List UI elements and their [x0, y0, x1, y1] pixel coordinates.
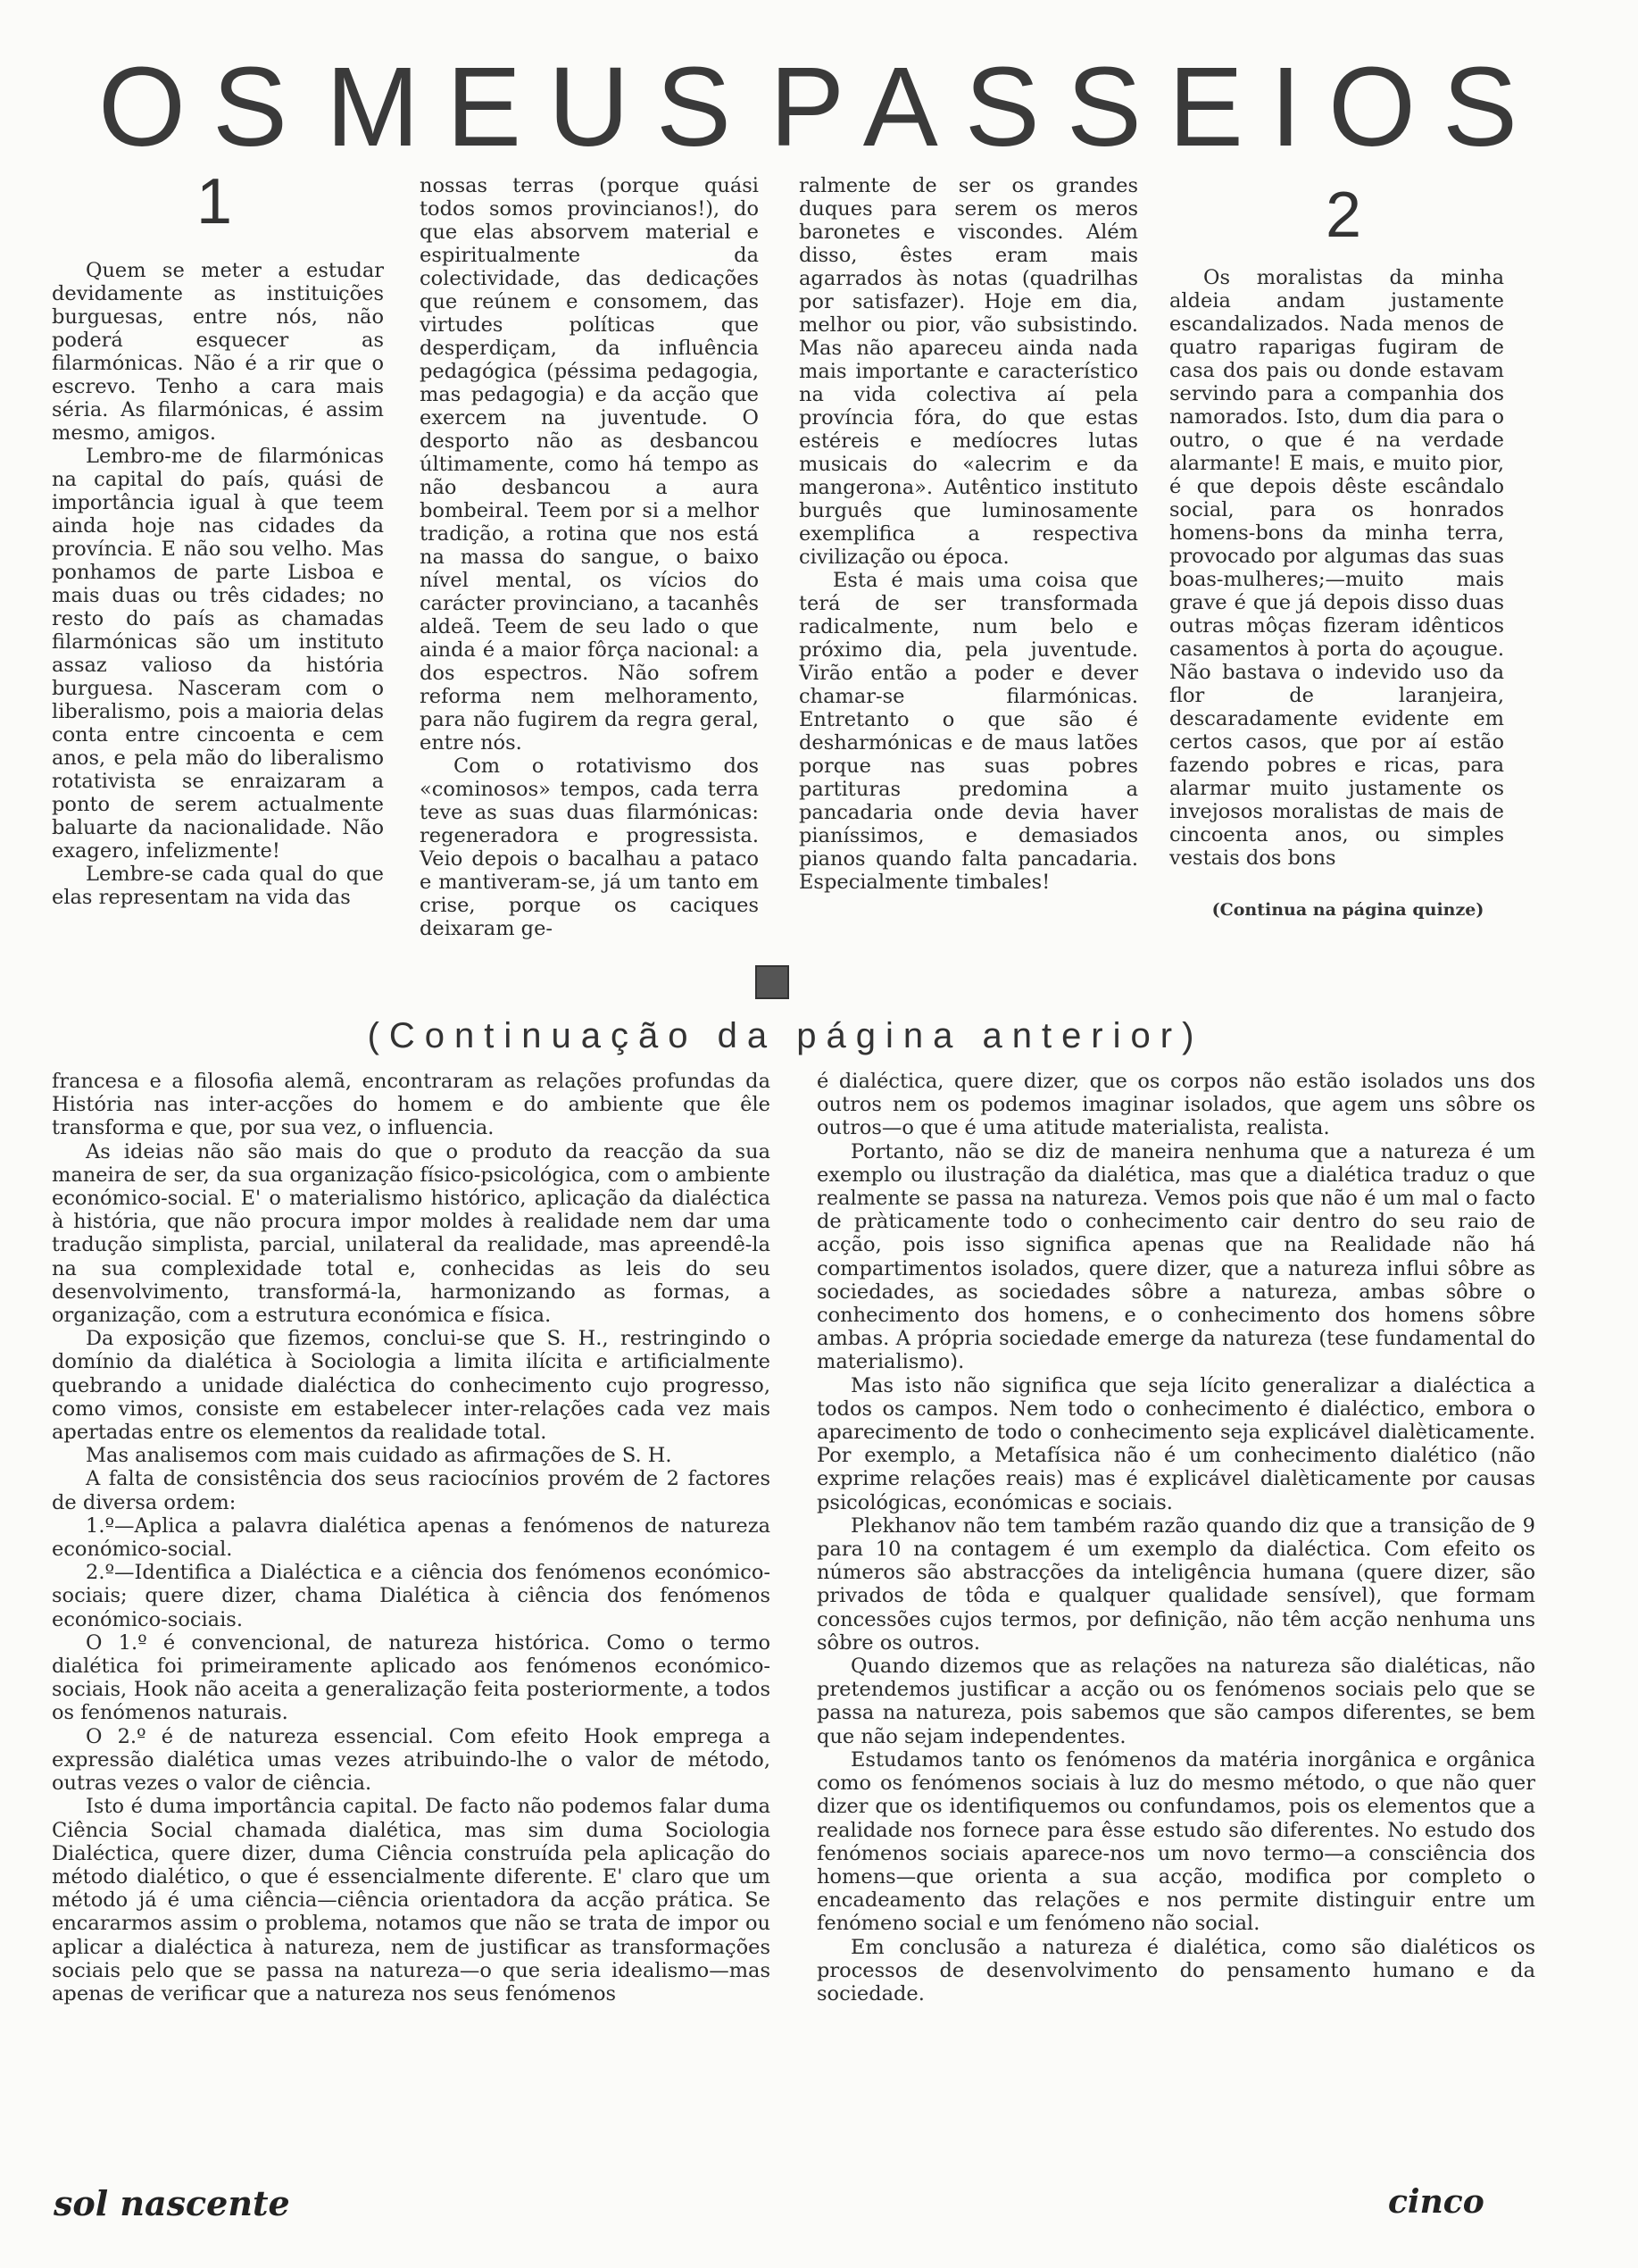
- paragraph: Em conclusão a natureza é dialética, como são dialéticos os processos de desenvolvimento do pensamento humano e da sociedade.: [817, 1935, 1535, 2005]
- continuation-right-column: [817, 1070, 1535, 2005]
- paragraph: Com o rotativismo dos «cominosos» tempos, cada terra teve as suas duas filarmónicas: regeneradora e progressista. Veio depois o bacalhau a pataco e mantiveram-se, já um tanto em crise, porque os caciques deixaram ge-: [420, 755, 759, 940]
- paragraph: Quando dizemos que as relações na natureza são dialéticas, não pretendemos justificar a acção ou os fenómenos sociais pelo que se passa na natureza, pois sabemos que são campos diferentes, se bem que não sejam independentes.: [817, 1655, 1535, 1748]
- paragraph: Portanto, não se diz de maneira nenhuma que a natureza é um exemplo ou ilustração da dialética, mas que a dialética traduz o que realmente se passa na natureza. Vemos pois que não é um mal o facto de pràticamente todo o conhecimento cair dentro do seu raio de acção, pois isso significa apenas que na Realidade não há compartimentos isolados, quere dizer, que a natureza influi sôbre as sociedades, as sociedades sôbre a natureza, ambas sôbre o conhecimento dos homens, e o conhecimento dos homens sôbre ambas. A própria sociedade emerge da natureza (tese fundamental do materialismo).: [817, 1139, 1535, 1374]
- paragraph: Isto é duma importância capital. De facto não podemos falar duma Ciência Social chamada dialética, mas sim duma Sociologia Dialéctica, quere dizer, duma Ciência construída pela aplicação do método dialético, o que é essencialmente diferente. E' claro que um método já é uma ciência—ciência orientadora da acção prática. Se encararmos assim o problema, notamos que não se trata de impor ou aplicar a dialéctica à natureza, nem de justificar as transformações sociais pelo que se passa na natureza—o que seria idealismo—mas apenas de verificar que a natureza nos seus fenómenos: [52, 1795, 770, 2005]
- paragraph: Plekhanov não tem também razão quando diz que a transição de 9 para 10 na contagem é um exemplo da dialéctica. Com efeito os números são abstracções da inteligência humana (quere dizer, são privados de tôda e qualquer qualidade sensível), que formam concessões cujos termos, por definição, não têm acção nenhuma uns sôbre os outros.: [817, 1513, 1535, 1655]
- paragraph: ralmente de ser os grandes duques para serem os meros baronetes e viscondes. Além disso, êstes eram mais agarrados às notas (quadrilhas por satisfazer). Hoje em dia, melhor ou pior, vão subsistindo. Mas não apareceu ainda nada mais importante e característico na vida colectiva aí pela província fóra, do que estas estéreis e medíocres lutas musicais do «alecrim e da mangerona». Autêntico instituto burguês que luminosamente exemplifica a respectiva civilização ou época.: [799, 174, 1138, 569]
- paragraph: nossas terras (porque quási todos somos provincianos!), do que elas absorvem material e espiritualmente da colectividade, das dedicações que reúnem e consomem, das virtudes políticas que desperdiçam, da influência pedagógica (péssima pedagogia, mas pedagogia) e da acção que exercem na juventude. O desporto não as desbancou últimamente, como há tempo as não desbancou a aura bombeiral. Teem por si a melhor tradição, a rotina que nos está na massa do sangue, o baixo nível mental, os vícios do carácter provinciano, a tacanhês aldeã. Teem de seu lado o que ainda é a maior fôrça nacional: a dos espectros. Não sofrem reforma nem melhoramento, para não fugirem da regra geral, entre nós.: [420, 174, 759, 755]
- paragraph: A falta de consistência dos seus raciocínios provém de 2 factores de diversa ordem:: [52, 1467, 770, 1514]
- page-number: cinco: [1388, 2183, 1484, 2221]
- paragraph: Os moralistas da minha aldeia andam justamente escandalizados. Nada menos de quatro raparigas fugiram de casa dos pais ou donde estavam servindo para a companhia dos namorados. Isto, dum dia para o outro, o que é na verdade alarmante! E mais, e muito pior, é que depois dêste escândalo social, para os honrados homens-bons da minha terra, provocado por algumas das suas boas-mulheres;—muito mais grave é que já depois disso duas outras môças fizeram idênticos casamentos à porta do açougue. Não bastava o indevido uso da flor de laranjeira, descaradamente evidente em certos casos, que por aí estão fazendo pobres e ricas, para alarmar muito justamente os invejosos moralistas de mais de cincoenta anos, ou simples vestais dos bons: [1169, 266, 1504, 870]
- paragraph: Esta é mais uma coisa que terá de ser transformada radicalmente, num belo e próximo dia, pela juventude. Virão então a poder e dever chamar-se filarmónicas. Entretanto o que são é desharmónicas e de maus latões porque nas suas pobres partituras predomina a pancadaria onde devia haver pianíssimos, e demasiados pianos quando falta pancadaria. Especialmente timbales!: [799, 569, 1138, 894]
- paragraph: Lembro-me de filarmónicas na capital do país, quási de importância igual à que teem ainda hoje nas cidades da província. E não sou velho. Mas ponhamos de parte Lisboa e mais duas ou três cidades; no resto do país as chamadas filarmónicas são um instituto assaz valioso da história burguesa. Nasceram com o liberalismo, pois a maioria delas conta entre cincoenta e cem anos, e pela mão do liberalismo rotativista se enraizaram a ponto de serem actualmente baluarte da nacionalidade. Não exagero, infelizmente!: [52, 445, 384, 863]
- article-column-3: [799, 174, 1138, 894]
- article-column-4: [1169, 266, 1504, 870]
- ornament-icon: [755, 965, 789, 999]
- article-column-1: [52, 259, 384, 909]
- paragraph: Mas analisemos com mais cuidado as afirmações de S. H.: [86, 1444, 672, 1468]
- paragraph: As ideias não são mais do que o produto da reacção da sua maneira de ser, da sua organização físico-psicológica, com o ambiente económico-social. E' o materialismo histórico, aplicação da dialéctica à história, que não procura impor moldes à realidade nem dar uma tradução simplista, parcial, unilateral da realidade, mas apreendê-la na sua complexidade total e, conhecidas as leis do seu desenvolvimento, transformá-la, harmonizando as formas, a organização, com a estrutura económica e física.: [52, 1139, 770, 1328]
- page-title: OS MEUS PASSEIOS: [98, 44, 1544, 170]
- publication-name: sol nascente: [54, 2183, 290, 2223]
- paragraph: francesa e a filosofia alemã, encontraram as relações profundas da História nas inter-acções do homem e do ambiente que êle transforma e que, por sua vez, o influencia.: [52, 1070, 770, 1140]
- paragraph: Da exposição que fizemos, conclui-se que S. H., restringindo o domínio da dialética à Sociologia a limita ilícita e artificialmente quebrando a unidade dialéctica do conhecimento cujo progresso, como vimos, consiste em estabelecer inter-relações cada vez mais apertadas entre os elementos da realidade total.: [52, 1327, 770, 1445]
- paragraph: 1.º—Aplica a palavra dialética apenas a fenómenos de natureza económico-social.: [52, 1513, 770, 1562]
- paragraph: Quem se meter a estudar devidamente as instituições burguesas, entre nós, não poderá esquecer as filarmónicas. Não é a rir que o escrevo. Tenho a cara mais séria. As filarmónicas, é assim mesmo, amigos.: [52, 259, 384, 445]
- paragraph: O 2.º é de natureza essencial. Com efeito Hook emprega a expressão dialética umas vezes atribuindo-lhe o valor de método, outras vezes o valor de ciência.: [52, 1724, 770, 1796]
- continuation-title: (Continuação da página anterior): [367, 1016, 1204, 1055]
- continuation-left-column: [52, 1070, 770, 2005]
- paragraph: Lembre-se cada qual do que elas representam na vida das: [52, 863, 384, 909]
- section-number-2: 2: [1325, 179, 1362, 251]
- paragraph: 2.º—Identifica a Dialéctica e a ciência dos fenómenos económico-sociais; quere dizer, chama Dialética à ciência dos fenómenos económico-sociais.: [52, 1561, 770, 1631]
- paragraph: O 1.º é convencional, de natureza histórica. Como o termo dialética foi primeiramente aplicado aos fenómenos económico-sociais, Hook não aceita a generalização feita posteriormente, a todos os fenómenos naturais.: [52, 1630, 770, 1725]
- paragraph: Mas isto não significa que seja lícito generalizar a dialéctica a todos os campos. Nem todo o conhecimento é dialéctico, embora o aparecimento de todo o conhecimento seja explicável dialèticamente. Por exemplo, a Metafísica não é um conhecimento dialético (não exprime relações reais) mas é explicável dialèticamente por causas psicológicas, económicas e sociais.: [817, 1373, 1535, 1514]
- continuation-note: (Continua na página quinze): [1211, 900, 1484, 920]
- article-column-2: [420, 174, 759, 940]
- paragraph: Estudamos tanto os fenómenos da matéria inorgânica e orgânica como os fenómenos sociais à luz do mesmo método, o que não quer dizer que os identifiquemos ou confundamos, pois os elementos que a realidade nos fornece para êsse estudo são diferentes. No estudo dos fenómenos sociais aparece-nos um novo termo—a consciência dos homens—que orienta a sua acção, modifica por completo o encadeamento das relações e nos permite distinguir entre um fenómeno social e um fenómeno não social.: [817, 1747, 1535, 1936]
- paragraph: é dialéctica, quere dizer, que os corpos não estão isolados uns dos outros nem os podemos imaginar isolados, que agem uns sôbre os outros—o que é uma atitude materialista, realista.: [817, 1070, 1535, 1140]
- section-number-1: 1: [195, 166, 233, 238]
